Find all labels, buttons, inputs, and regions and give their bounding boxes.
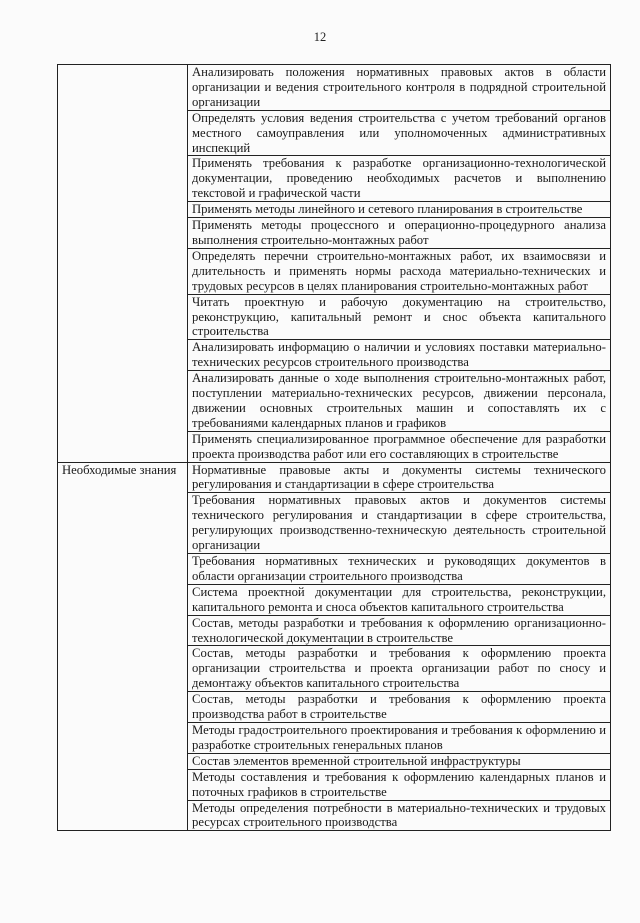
table-row	[58, 65, 611, 111]
skills-item: Читать проектную и рабочую документацию на строительство, реконструкцию, капитальный ремонт и снос объекта капитального строительства	[188, 294, 611, 340]
knowledge-item: Требования нормативных правовых актов и документов системы технического регулирования и стандартизации в сфере строительства, регулирующих производственно-техническую деятельность строительной организации	[188, 493, 611, 554]
knowledge-item: Методы градостроительного проектирования и требования к оформлению и разработке строительных генеральных планов	[188, 722, 611, 753]
knowledge-item: Система проектной документации для строительства, реконструкции, капитального ремонта и сноса объектов капитального строительства	[188, 584, 611, 615]
skills-item: Применять специализированное программное обеспечение для разработки проекта производства работ или его составляющих в строительстве	[188, 431, 611, 462]
knowledge-item: Методы определения потребности в материально-технических и трудовых ресурсах строительного производства	[188, 800, 611, 831]
knowledge-label: Необходимые знания	[58, 462, 188, 831]
skills-item: Применять методы процессного и операционно-процедурного анализа выполнения строительно-монтажных работ	[188, 218, 611, 249]
skills-item: Определять условия ведения строительства с учетом требований органов местного самоуправления или уполномоченных административных инспекций	[188, 110, 611, 156]
requirements-table	[57, 64, 611, 831]
skills-item: Применять требования к разработке организационно-технологической документации, проведению необходимых расчетов и выполнению текстовой и графической части	[188, 156, 611, 202]
skills-item: Анализировать данные о ходе выполнения строительно-монтажных работ, поступлении материально-технических ресурсов, движении персонала, движении основных строительных машин и сопоставлять их с требованиями календарных планов и графиков	[188, 371, 611, 432]
knowledge-item: Состав, методы разработки и требования к оформлению проекта производства работ в строительстве	[188, 692, 611, 723]
table-row	[58, 462, 611, 493]
skills-label	[58, 65, 188, 463]
skills-item: Применять методы линейного и сетевого планирования в строительстве	[188, 202, 611, 218]
knowledge-item: Методы составления и требования к оформлению календарных планов и поточных графиков в строительстве	[188, 769, 611, 800]
knowledge-item: Состав, методы разработки и требования к оформлению проекта организации строительства и проекта организации работ по сносу и демонтажу объектов капитального строительства	[188, 646, 611, 692]
skills-item: Определять перечни строительно-монтажных работ, их взаимосвязи и длительность и применять нормы расхода материально-технических и трудовых ресурсов в целях планирования строительно-монтажных работ	[188, 248, 611, 294]
skills-item: Анализировать положения нормативных правовых актов в области организации и ведения строительного контроля в подрядной строительной организации	[188, 65, 611, 111]
knowledge-item: Состав, методы разработки и требования к оформлению организационно-технологической документации в строительстве	[188, 615, 611, 646]
page-number: 12	[313, 30, 327, 44]
knowledge-item: Требования нормативных технических и руководящих документов в области организации строительного производства	[188, 554, 611, 585]
knowledge-item: Состав элементов временной строительной инфраструктуры	[188, 753, 611, 769]
skills-item: Анализировать информацию о наличии и условиях поставки материально-технических ресурсов строительного производства	[188, 340, 611, 371]
knowledge-item: Нормативные правовые акты и документы системы технического регулирования и стандартизации в сфере строительства	[188, 462, 611, 493]
